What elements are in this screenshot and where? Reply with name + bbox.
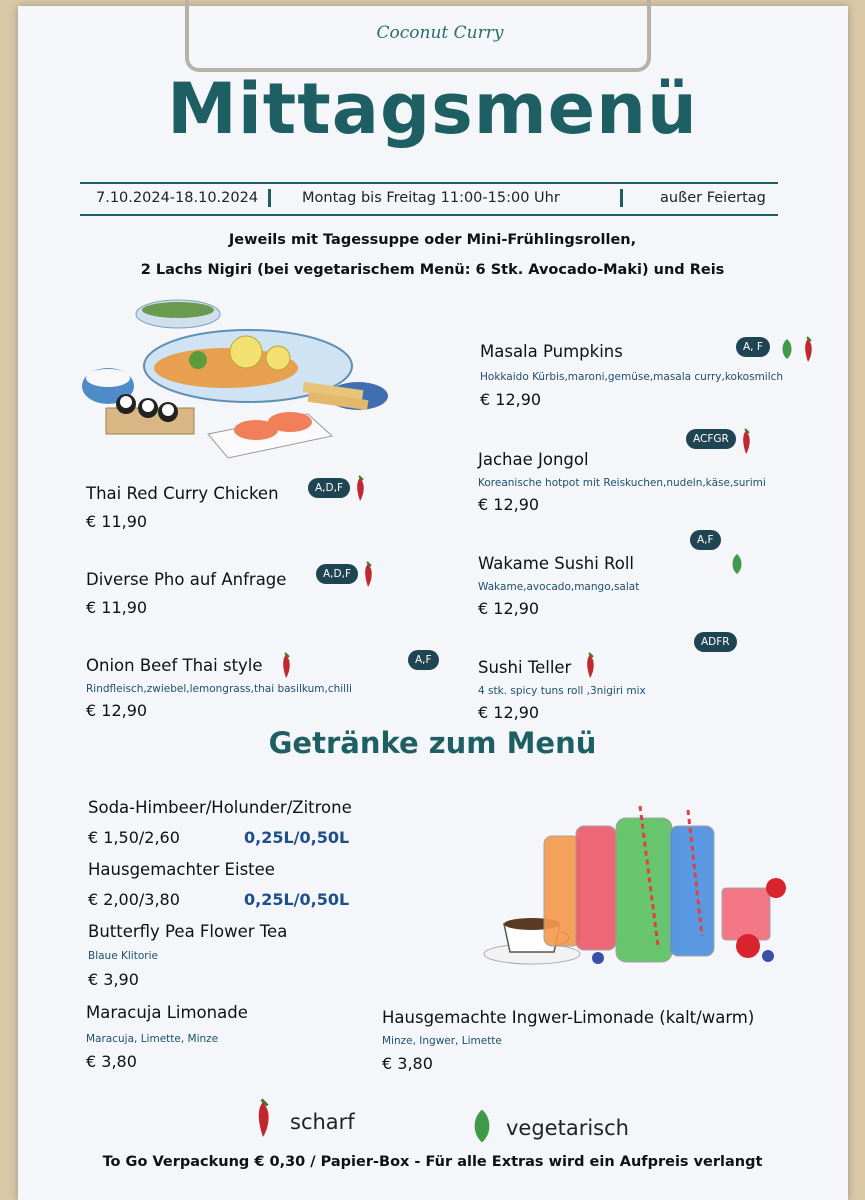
dish-name: Masala Pumpkins — [480, 342, 623, 361]
drink-price: € 1,50/2,60 — [88, 828, 180, 847]
divider-bottom — [80, 214, 778, 216]
drink-price: € 3,80 — [382, 1054, 433, 1073]
dish-price: € 12,90 — [478, 599, 540, 618]
leaf-icon — [730, 553, 744, 575]
dish-name: Thai Red Curry Chicken — [86, 484, 279, 503]
chili-icon — [362, 561, 374, 589]
restaurant-logo — [340, 16, 540, 50]
dish-description: Hokkaido Kürbis,maroni,gemüse,masala curry,kokosmilch — [480, 371, 784, 383]
drink-name: Soda-Himbeer/Holunder/Zitrone — [88, 798, 352, 817]
dish-price: € 12,90 — [86, 701, 148, 720]
drink-name: Butterfly Pea Flower Tea — [88, 922, 288, 941]
dish-description: 4 stk. spicy tuns roll ,3nigiri mix — [478, 685, 646, 697]
allergen-badge: A, F — [736, 337, 770, 357]
drink-description: Blaue Klitorie — [88, 950, 158, 962]
legend-spicy: scharf — [290, 1110, 355, 1134]
dish-price: € 12,90 — [480, 390, 542, 409]
drink-price: € 3,90 — [88, 970, 139, 989]
dish-price: € 12,90 — [478, 703, 540, 722]
allergen-badge: ADFR — [694, 632, 737, 652]
allergen-badge: A,D,F — [316, 564, 358, 584]
dish-name: Diverse Pho auf Anfrage — [86, 570, 287, 589]
leaf-icon — [780, 338, 794, 360]
date-range: 7.10.2024-18.10.2024 — [96, 190, 259, 206]
info-separator — [268, 189, 271, 207]
drink-name: Maracuja Limonade — [86, 1003, 248, 1022]
dish-description: Koreanische hotpot mit Reiskuchen,nudeln,käse,surimi — [478, 477, 766, 489]
dish-price: € 12,90 — [478, 495, 540, 514]
dish-name: Jachae Jongol — [478, 450, 589, 469]
logo-text: Coconut Curry — [376, 23, 504, 43]
drink-volume: 0,25L/0,50L — [244, 828, 350, 847]
dish-name: Wakame Sushi Roll — [478, 554, 635, 573]
leaf-icon — [470, 1108, 494, 1144]
food-illustration — [78, 296, 390, 460]
drinks-illustration — [480, 796, 790, 972]
page-title: Mittagsmenü — [167, 68, 698, 150]
opening-hours: Montag bis Freitag 11:00-15:00 Uhr — [302, 190, 560, 206]
allergen-badge: A,F — [690, 530, 721, 550]
dish-description: Wakame,avocado,mango,salat — [478, 581, 640, 593]
allergen-badge: ACFGR — [686, 429, 736, 449]
info-separator — [620, 189, 623, 207]
drink-price: € 2,00/3,80 — [88, 890, 180, 909]
dish-name: Sushi Teller — [478, 658, 572, 677]
chili-icon — [802, 336, 814, 364]
drink-volume: 0,25L/0,50L — [244, 890, 350, 909]
allergen-badge: A,D,F — [308, 478, 350, 498]
holiday-note: außer Feiertag — [660, 190, 766, 206]
chili-icon — [584, 652, 596, 680]
legend-vegetarian: vegetarisch — [506, 1116, 629, 1140]
drink-description: Maracuja, Limette, Minze — [86, 1033, 219, 1045]
intro-line-2: 2 Lachs Nigiri (bei vegetarischem Menü: 6 Stk. Avocado-Maki) und Reis — [140, 262, 725, 278]
chili-icon — [280, 652, 292, 680]
drink-name: Hausgemachter Eistee — [88, 860, 275, 879]
chili-icon — [254, 1096, 272, 1142]
drink-description: Minze, Ingwer, Limette — [382, 1035, 502, 1047]
intro-line-1: Jeweils mit Tagessuppe oder Mini-Frühlingsrollen, — [228, 232, 637, 248]
footer-note: To Go Verpackung € 0,30 / Papier-Box - Für alle Extras wird ein Aufpreis verlangt — [102, 1154, 763, 1170]
info-bar — [80, 186, 778, 212]
allergen-badge: A,F — [408, 650, 439, 670]
drinks-section-title: Getränke zum Menü — [268, 726, 597, 760]
dish-price: € 11,90 — [86, 512, 148, 531]
dish-description: Rindfleisch,zwiebel,lemongrass,thai basilkum,chilli — [86, 683, 352, 695]
chili-icon — [354, 475, 366, 503]
dish-name: Onion Beef Thai style — [86, 656, 263, 675]
dish-price: € 11,90 — [86, 598, 148, 617]
drink-price: € 3,80 — [86, 1052, 137, 1071]
divider-top — [80, 182, 778, 184]
drink-name: Hausgemachte Ingwer-Limonade (kalt/warm) — [382, 1008, 755, 1027]
chili-icon — [740, 428, 752, 456]
